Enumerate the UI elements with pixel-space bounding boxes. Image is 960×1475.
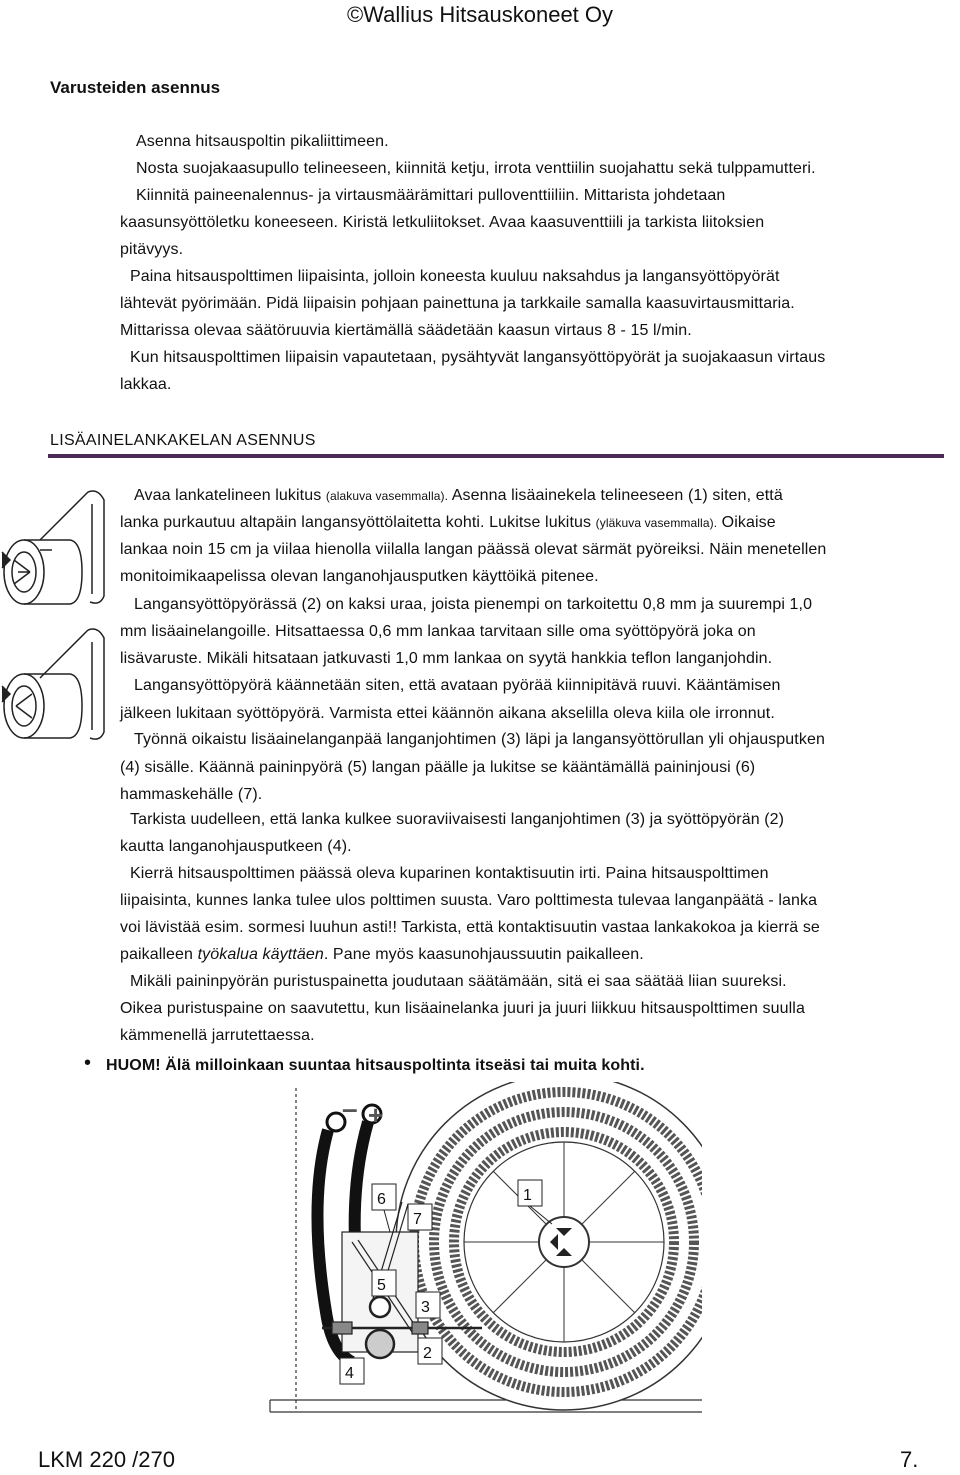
text-line: jälkeen lukitaan syöttöpyörä. Varmista ettei käännön aikana akselilla oleva kiila ole irronnut.	[120, 705, 775, 722]
text-line: monitoimikaapelissa olevan langanohjausputken käyttöikä pitenee.	[120, 568, 599, 585]
text-line: kautta langanohjausputkeen (4).	[120, 838, 352, 855]
spool-lock-illustrations	[0, 480, 120, 760]
text-line	[120, 946, 644, 964]
text-span: Oikaise	[721, 514, 776, 531]
text-line	[120, 514, 776, 532]
text-line: Mikäli paininpyörän puristuspainetta joudutaan säätämään, sitä ei saa säätää liian suureksi.	[130, 973, 787, 990]
text-line: pitävyys.	[120, 241, 184, 258]
text-line: Langansyöttöpyörässä (2) on kaksi uraa, joista pienempi on tarkoitettu 0,8 mm ja suurempi 1,0	[134, 596, 813, 613]
callout-2: 2	[423, 1345, 432, 1362]
company-header: ©Wallius Hitsauskoneet Oy	[346, 2, 614, 27]
callout-4: 4	[345, 1365, 354, 1382]
small-note: (alakuva vasemmalla).	[325, 489, 449, 503]
text-line: Työnnä oikaistu lisäainelanganpää langanjohtimen (3) läpi ja langansyöttörullan yli ohjausputken	[134, 731, 825, 748]
warning-text: HUOM! Älä milloinkaan suuntaa hitsauspoltinta itseäsi tai muita kohti.	[106, 1057, 645, 1074]
text-line: kaasunsyöttöletku koneeseen. Kiristä letkuliitokset. Avaa kaasuventtiili ja tarkista liitoksien	[120, 214, 765, 231]
callout-7: 7	[413, 1211, 422, 1228]
text-line: voi lävistää esim. sormesi luuhun asti!! Tarkista, että kontaktisuutin vastaa lankakokoa ja kierrä se	[120, 919, 820, 936]
text-line: Mittarissa olevaa säätöruuvia kiertämällä säädetään kaasun virtaus 8 - 15 l/min.	[120, 322, 692, 339]
callout-5: 5	[377, 1277, 386, 1294]
wire-feeder-diagram	[262, 1082, 702, 1432]
text-span: Asenna lisäainekela telineeseen (1) siten, että	[451, 487, 783, 504]
text-line: Asenna hitsauspoltin pikaliittimeen.	[136, 133, 389, 150]
callout-1: 1	[523, 1187, 532, 1204]
text-span: paikalleen	[120, 946, 194, 963]
text-line: hammaskehälle (7).	[120, 786, 263, 803]
text-line	[134, 487, 783, 505]
text-line: mm lisäainelangoille. Hitsattaessa 0,6 mm lankaa tarvitaan sille oma syöttöpyörä joka on	[120, 623, 756, 640]
italic-span: työkalua käyttäen	[197, 946, 324, 963]
text-line: Tarkista uudelleen, että lanka kulkee suoraviivaisesti langanjohtimen (3) ja syöttöpyörän (2)	[130, 811, 785, 828]
text-line: kämmenellä jarrutettaessa.	[120, 1027, 315, 1044]
minus-sign: –	[342, 1093, 358, 1124]
callout-6: 6	[377, 1191, 386, 1208]
text-line: Paina hitsauspolttimen liipaisinta, jolloin koneesta kuuluu naksahdus ja langansyöttöpyörät	[130, 268, 780, 285]
text-line: liipaisinta, kunnes lanka tulee ulos polttimen suusta. Varo polttimesta tulevaa langanpäätä - lanka	[120, 892, 818, 909]
callout-3: 3	[421, 1299, 430, 1316]
text-span: . Pane myös kaasunohjaussuutin paikalleen.	[323, 946, 644, 963]
text-line: lähtevät pyörimään. Pidä liipaisin pohjaan painettuna ja tarkkaile samalla kaasuvirtausmittaria.	[120, 295, 795, 312]
footer-page-number: 7.	[900, 1447, 919, 1472]
text-line: Kiinnitä paineenalennus- ja virtausmäärämittari pulloventtiiliin. Mittarista johdetaan	[136, 187, 726, 204]
small-note: (yläkuva vasemmalla).	[595, 516, 718, 530]
text-line: Kun hitsauspolttimen liipaisin vapautetaan, pysähtyvät langansyöttöpyörät ja suojakaasun virtaus	[130, 349, 826, 366]
text-span: lanka purkautuu altapäin langansyöttölaitetta kohti. Lukitse lukitus	[120, 514, 592, 531]
text-line: lankaa noin 15 cm ja viilaa hienolla viilalla langan päässä olevat särmät pyöreiksi. Näin menetellen	[120, 541, 827, 558]
section-title-accessories: Varusteiden asennus	[50, 78, 221, 97]
title-underline	[48, 454, 944, 458]
text-line: lisävaruste. Mikäli hitsataan jatkuvasti 1,0 mm lankaa on syytä hankkia teflon langanjohdin.	[120, 650, 773, 667]
section-title-wire-spool: LISÄAINELANKAKELAN ASENNUS	[50, 432, 316, 449]
footer-model: LKM 220 /270	[38, 1447, 175, 1472]
text-line: Langansyöttöpyörä käännetään siten, että avataan pyörää kiinnipitävä ruuvi. Kääntämisen	[134, 677, 781, 694]
text-span: Avaa lankatelineen lukitus	[134, 487, 322, 504]
text-line: Oikea puristuspaine on saavutettu, kun lisäainelanka juuri ja juuri liikkuu hitsauspolttimen suulla	[120, 1000, 805, 1017]
text-line: Kierrä hitsauspolttimen päässä oleva kuparinen kontaktisuutin irti. Paina hitsauspolttimen	[130, 865, 769, 882]
text-line: (4) sisälle. Käännä paininpyörä (5) langan päälle ja lukitse se kääntämällä paininjousi (6)	[120, 759, 756, 776]
plus-sign: +	[368, 1100, 384, 1130]
bullet-point: •	[84, 1052, 92, 1074]
text-line: Nosta suojakaasupullo telineeseen, kiinnitä ketju, irrota venttiilin suojahattu sekä tulppamutteri.	[136, 160, 816, 177]
text-line: lakkaa.	[120, 376, 172, 393]
